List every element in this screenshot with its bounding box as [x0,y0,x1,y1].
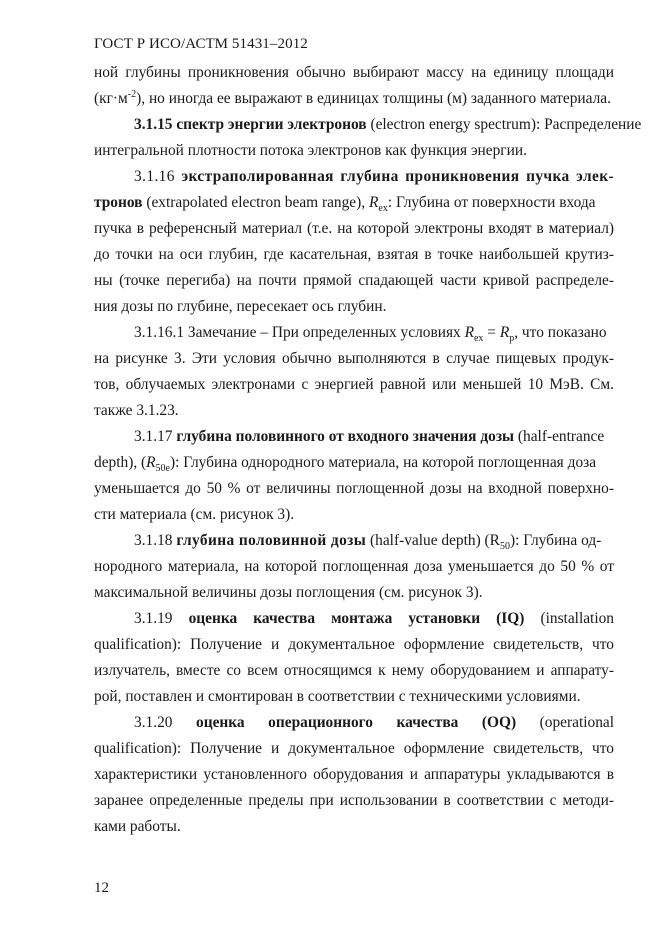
definition: ): Глубина од- [509,532,602,549]
clause-3-1-15 [94,112,642,138]
subscript: ex [378,203,388,215]
term-english: (half-entrance [517,428,605,445]
term: спектр энергии электронов [176,116,367,133]
symbol: R [499,324,510,341]
text-run: ), но иногда ее выражают в единицах толщины (м) заданного материала. [136,90,611,107]
definition: : Глубина от поверхности входа [387,194,596,211]
clause-3-1-16 [94,164,614,190]
text-line [94,450,614,476]
clause-3-1-19 [94,606,614,632]
page-number: 12 [94,880,109,896]
text-line: интегральной плотности потока электронов как функция энергии. [94,142,527,159]
clause-3-1-20 [94,710,614,736]
text-line: максимальной величины дозы поглощения (см. рисунок 3). [94,584,483,601]
text-line: до точки на оси глубин, где касательная, взятая в точке наибольшей крутиз- [94,246,614,263]
definition: ): Глубина однородного материала, на которой поглощенная доза [170,454,597,471]
clause-number: 3.1.17 [134,428,173,445]
text-line: излучатель, вместе со всем относящимся к нему оборудованием и аппарату- [94,662,614,679]
document-header: ГОСТ Р ИСО/АСТМ 51431–2012 [94,36,308,52]
symbol: R [146,454,156,471]
term-english: (half-value depth) (R [370,532,500,549]
term: тронов [94,194,143,211]
clause-number: 3.1.16 [134,168,175,185]
term-english: (electron energy spectrum) [370,116,536,133]
text-line: рой, поставлен и смонтирован в соответствии с техническими условиями. [94,688,581,705]
text-line: на рисунке 3. Эти условия обычно выполняются в случае пищевых продук- [94,350,614,367]
term-word: (OQ) [481,714,517,731]
clause-number: 3.1.18 [134,532,173,549]
text-line: ны (точке перегиба) на почти прямой спадающей части кривой распределе- [94,272,614,289]
term-word: качества [253,610,316,627]
subscript: 50e [155,463,170,475]
clause-number: 3.1.19 [134,610,173,627]
text-line: нородного материала, на которой поглощенная доза уменьшается до 50 % от [94,558,614,575]
term: экстраполированная глубина проникновения пучка элек- [181,168,615,185]
definition: : Распределение [535,116,642,133]
text-run: depth), ( [94,454,147,471]
text-line: пучка в референсный материал (т.е. на которой электроны входят в материал) [94,220,614,237]
term: глубина половинного от входного значения дозы [176,428,515,445]
text-run: (кг·м [94,90,128,107]
term: глубина половинной дозы [176,532,367,549]
text-line [94,190,614,216]
text-line: тов, облучаемых электронами с энергией равной или меньшей 10 МэВ. См. [94,376,614,393]
text-line: qualification): Получение и документальное оформление свидетельств, что [94,740,614,757]
clause-3-1-16-1 [94,320,614,346]
term-word: операционного [268,714,373,731]
text-line: ками работы. [94,818,181,835]
text-line: также 3.1.23. [94,402,179,419]
text-run: , что показано [514,324,607,341]
superscript: -2 [127,88,137,100]
subscript: 50 [499,541,510,553]
text-line [94,86,614,112]
clause-3-1-17 [94,424,614,450]
symbol: R [368,194,379,211]
term-english: (installation [540,610,614,627]
text-line: уменьшается до 50 % от величины поглощенной дозы на входной поверхно- [94,480,614,497]
text-line: ной глубины проникновения обычно выбирают массу на единицу площади [94,64,614,81]
text-line: qualification): Получение и документальное оформление свидетельств, что [94,636,614,653]
symbol: R [464,324,474,341]
term-word: качества [396,714,459,731]
equals-sign: = [483,324,500,341]
subscript: ex [473,333,484,345]
text-line: сти материала (см. рисунок 3). [94,506,295,523]
text-run: 3.1.16.1 Замечание – При определенных условиях [134,324,465,341]
text-line: характеристики установленного оборудования и аппаратуры укладываются в [94,766,614,783]
term-english: (operational [539,714,614,731]
document-body [94,60,642,840]
text-line: ния дозы по глубине, пересекает ось глубин. [94,298,387,315]
clause-3-1-18 [94,528,614,554]
term-word: монтажа [331,610,393,627]
term-english: (extrapolated electron beam range), [142,194,369,211]
text-line: заранее определенные пределы при использовании в соответствии с методи- [94,792,614,809]
term-word: установки [408,610,481,627]
term-word: оценка [196,714,245,731]
subscript: p [509,333,515,345]
clause-number: 3.1.15 [134,116,173,133]
term-word: оценка [188,610,238,627]
term-word: (IQ) [496,610,525,627]
clause-number: 3.1.20 [134,714,173,731]
